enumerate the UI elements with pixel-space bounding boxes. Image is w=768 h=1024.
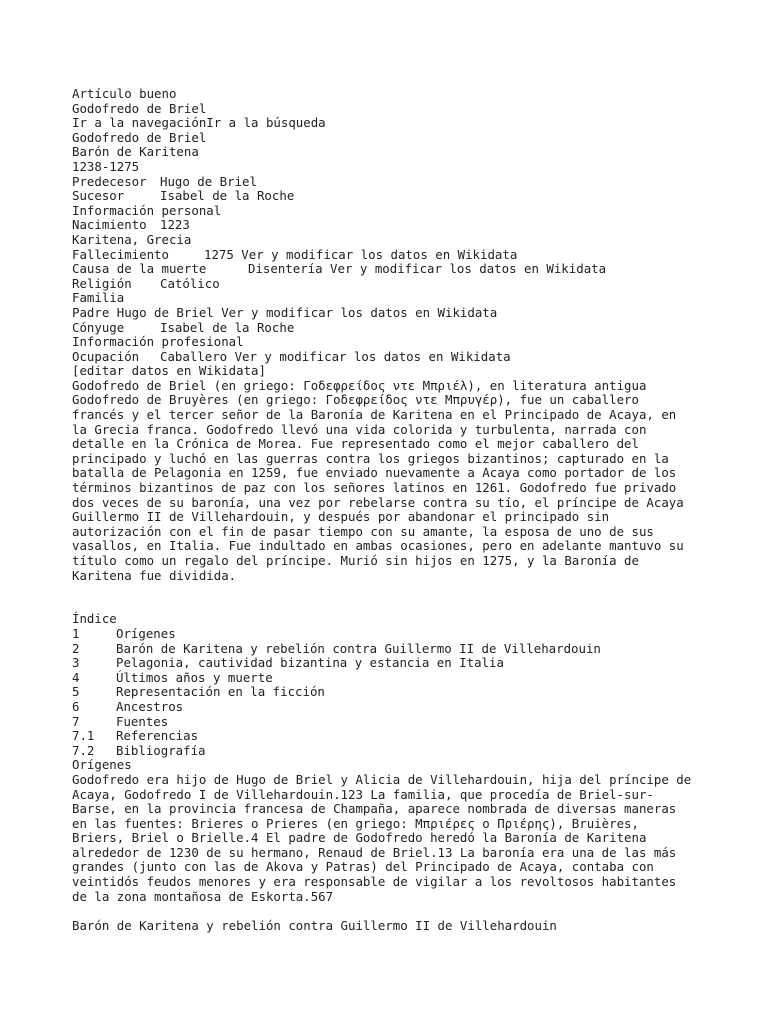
toc-number: 5	[72, 684, 80, 700]
infobox-cause	[72, 262, 712, 277]
text-line: título como un regalo del príncipe. Murió sin hijos en 1275, y la Baronía de	[72, 553, 639, 568]
religion-label: Religión	[72, 275, 132, 291]
toc-item[interactable]	[72, 656, 712, 671]
personal-info-heading: Información personal	[72, 202, 222, 218]
infobox-name: Godofredo de Briel	[72, 129, 207, 145]
edit-wikidata-link[interactable]: [editar datos en Wikidata]	[72, 363, 266, 379]
occupation-value[interactable]: Caballero Ver y modificar los datos en Wikidata	[160, 348, 511, 364]
toc-item[interactable]	[72, 685, 712, 700]
successor-value[interactable]: Isabel de la Roche	[160, 188, 295, 204]
family-heading: Familia	[72, 290, 125, 306]
section-heading: Orígenes	[72, 757, 132, 773]
toc-number: 4	[72, 669, 80, 685]
text-line: francés y el tercer señor de la Baronía de Karitena en el Principado de Acaya, en	[72, 407, 677, 423]
text-line: alrededor de 1230 de su hermano, Renaud de Briel.13 La baronía era una de las más	[72, 844, 677, 860]
toc-number: 7.2	[72, 742, 95, 758]
text-line: en las fuentes: Brieres o Prieres (en griego: Μπριέρες ο Πριέρης), Bruières,	[72, 815, 639, 831]
predecessor-label: Predecesor	[72, 173, 147, 189]
birth-value: 1223	[160, 217, 190, 233]
infobox-religion	[72, 277, 712, 292]
toc-item[interactable]	[72, 642, 712, 657]
infobox-office: Barón de Karitena	[72, 144, 199, 160]
toc-item[interactable]	[72, 671, 712, 686]
spouse-value[interactable]: Isabel de la Roche	[160, 319, 295, 335]
infobox-years: 1238-1275	[72, 158, 140, 174]
death-label: Fallecimiento	[72, 246, 169, 262]
toc-number: 6	[72, 698, 80, 714]
infobox-successor	[72, 189, 712, 204]
infobox-father[interactable]: Padre Hugo de Briel Ver y modificar los datos en Wikidata	[72, 304, 498, 320]
professional-info-heading: Información profesional	[72, 334, 244, 350]
text-line: autorización con el fin de pasar tiempo con su amante, la esposa de uno de sus	[72, 523, 654, 539]
text-line: de la zona montañosa de Eskorta.567	[72, 888, 334, 904]
toc-label[interactable]: Bibliografía	[116, 742, 206, 758]
birth-label: Nacimiento	[72, 217, 147, 233]
toc-number: 7.1	[72, 728, 95, 744]
spacer	[72, 583, 712, 598]
text-line: Briers, Briel o Brielle.4 El padre de Godofredo heredó la Baronía de Karitena	[72, 830, 647, 846]
toc-item[interactable]	[72, 700, 712, 715]
toc-label[interactable]: Fuentes	[116, 713, 169, 729]
text-line: Godofredo de Briel (en griego: Γοδεφρείδος ντε Μπριέλ), en literatura antigua	[72, 377, 647, 393]
text-line: principado y luchó en las guerras contra los griegos bizantinos; capturado en la	[72, 450, 669, 466]
spacer	[72, 598, 712, 613]
text-line: grandes (junto con las de Akova y Patras) del Principado de Acaya, contaba con	[72, 859, 654, 875]
successor-label: Sucesor	[72, 188, 125, 204]
text-line: términos bizantinos de paz con los señores latinos en 1261. Godofredo fue privado	[72, 480, 677, 496]
text-line: Barse, en la provincia francesa de Champaña, aparece nombrada de diversas maneras	[72, 801, 677, 817]
good-article-badge: Artículo bueno	[72, 86, 177, 101]
toc-item[interactable]	[72, 744, 712, 759]
infobox-death	[72, 248, 712, 263]
infobox	[72, 131, 712, 379]
page-title: Godofredo de Briel	[72, 100, 207, 116]
text-line: Karitena fue dividida.	[72, 567, 237, 583]
spacer	[72, 904, 712, 919]
occupation-label: Ocupación	[72, 348, 140, 364]
text-line: Godofredo de Bruyères (en griego: Γοδεφρείδος ντε Μπρυγέρ), fue un caballero	[72, 392, 639, 408]
toc-heading: Índice	[72, 611, 117, 627]
toc-number: 1	[72, 625, 80, 641]
text-line: Godofredo era hijo de Hugo de Briel y Alicia de Villehardouin, hija del príncipe de	[72, 771, 692, 787]
text-line: Acaya, Godofredo I de Villehardouin.123 La familia, que procedía de Briel-sur-	[72, 786, 654, 802]
cause-value[interactable]: Disentería Ver y modificar los datos en Wikidata	[248, 261, 607, 277]
text-line: batalla de Pelagonia en 1259, fue enviado nuevamente a Acaya como portador de los	[72, 465, 677, 481]
spouse-label: Cónyuge	[72, 319, 125, 335]
toc-item[interactable]	[72, 627, 712, 642]
text-line: Guillermo II de Villehardouin, y después por abandonar el principado sin	[72, 509, 610, 525]
text-line: vasallos, en Italia. Fue indultado en ambas ocasiones, pero en adelante mantuvo su	[72, 538, 684, 554]
text-line: dos veces de su baronía, una vez por rebelarse contra su tío, el príncipe de Acaya	[72, 494, 684, 510]
death-value[interactable]: 1275 Ver y modificar los datos en Wikidata	[204, 246, 518, 262]
toc-label[interactable]: Representación en la ficción	[116, 684, 325, 700]
toc-label[interactable]: Barón de Karitena y rebelión contra Guillermo II de Villehardouin	[116, 640, 601, 656]
religion-value[interactable]: Católico	[160, 275, 220, 291]
infobox-predecessor	[72, 175, 712, 190]
toc-item[interactable]	[72, 729, 712, 744]
cause-label: Causa de la muerte	[72, 261, 207, 277]
origins-section	[72, 758, 712, 904]
text-line: detalle en la Crónica de Morea. Fue representado como el mejor caballero del	[72, 436, 639, 452]
toc-number: 7	[72, 713, 80, 729]
toc-label[interactable]: Ancestros	[116, 698, 184, 714]
toc-label[interactable]: Orígenes	[116, 625, 176, 641]
toc-number: 3	[72, 655, 80, 671]
infobox-spouse	[72, 321, 712, 336]
navigation-links[interactable]: Ir a la navegaciónIr a la búsqueda	[72, 115, 326, 131]
document-body	[72, 87, 712, 933]
birth-place[interactable]: Karitena, Grecia	[72, 231, 192, 247]
toc-item[interactable]	[72, 715, 712, 730]
toc-label[interactable]: Referencias	[116, 728, 199, 744]
predecessor-value[interactable]: Hugo de Briel	[160, 173, 257, 189]
toc-label[interactable]: Últimos años y muerte	[116, 669, 273, 685]
text-line: veintidós feudos menores y era responsable de vigilar a los revoltosos habitantes	[72, 874, 677, 890]
toc-number: 2	[72, 640, 80, 656]
toc-label[interactable]: Pelagonia, cautividad bizantina y estancia en Italia	[116, 655, 504, 671]
table-of-contents	[72, 612, 712, 758]
section-heading-next: Barón de Karitena y rebelión contra Guillermo II de Villehardouin	[72, 917, 557, 933]
infobox-occupation	[72, 350, 712, 365]
intro-paragraph	[72, 379, 712, 583]
infobox-birth	[72, 218, 712, 233]
text-line: la Grecia franca. Godofredo llevó una vida colorida y turbulenta, narrada con	[72, 421, 647, 437]
